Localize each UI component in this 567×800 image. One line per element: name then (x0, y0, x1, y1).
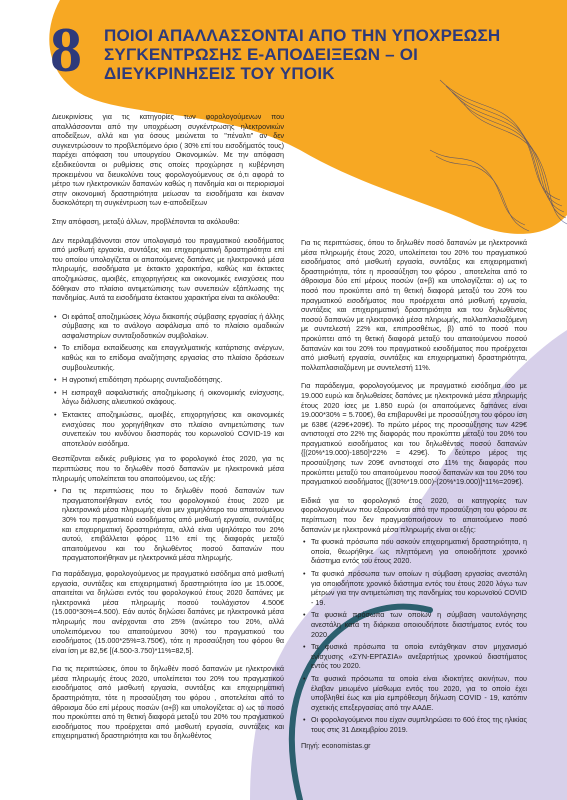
list-item: • Τα φυσικά πρόσωπα που ασκούν επιχειρηματική δραστηριότητα, η οποία, θεωρήθηκε ως πληττόμενη για οποιοδήποτε χρονικό διάστημα εντός του έτους 2020. (301, 537, 527, 566)
example-paragraph: Για παράδειγμα, φορολογούμενος με πραγματικό εισόδημα από μισθωτή εργασία, συντάξεις και επιχειρηματική δραστηριότητα ίσο με 15.000€, απαιτείται να δηλώσει εντός του φορολογικού έτους 2020 δαπάνες με ηλεκτρονικά μέσα πληρωμής ποσού τουλάχιστον 4.500€ (15.000*30%=4.500). Εάν αυτός δηλώσει δαπάνες με ηλεκτρονικά μέσα πληρωμής που ανέρχονται στο 25% (ανώτερο του 20%, αλλά υπολειπόμενου του απαιτούμενου 30%) του πραγματικού του εισοδήματος (15.000*25%=3.750€), τότε η προσαύξηση του φόρου θα είναι ίση με 82,5€ [(4.500-3.750)*11%=82,5]. (52, 568, 284, 655)
list-item: • Οι φορολογούμενοι που είχαν συμπληρώσει το 60ό έτος της ηλικίας τους στις 31 Δεκεμβρίου 2019. (301, 715, 527, 734)
paragraph: Στην απόφαση, μεταξύ άλλων, προβλέπονται τα ακόλουθα: (52, 216, 240, 226)
list-item: • Οι εφάπαξ αποζημιώσεις λόγω διακοπής σύμβασης εργασίας ή άλλης σύμβασης και το ανάλογο ασφάλισμα από το πλαίσιο ομαδικών ασφαλιστηρίων συνταξιοδοτικών συμβολαίων. (52, 312, 284, 341)
paragraph: Ειδικά για το φορολογικό έτος 2020, οι κατηγορίες των φορολογουμένων που εξαιρούνται από την προσαύξηση του φόρου σε περίπτωση που δεν πραγματοποιήσουν το απαιτούμενο ποσό δαπανών με ηλεκτρονικά μέσα πληρωμής είναι οι εξής: (301, 495, 527, 534)
list-item: • Τα φυσικά πρόσωπα τα οποία εντάχθηκαν στον μηχανισμό ενίσχυσης «ΣΥΝ-ΕΡΓΑΣΙΑ» ανεξαρτήτως χρονικού διαστήματος εντός του 2020. (301, 642, 527, 671)
list-item: • Τα φυσικά πρόσωπα των οποίων η σύμβαση ναυτολόγησης ανεστάλη κατά τη διάρκεια οποιουδήποτε διαστήματος εντός του 2020. (301, 610, 527, 639)
paragraph: Για τις περιπτώσεις, όπου το δηλωθέν ποσό δαπανών με ηλεκτρονικά μέσα πληρωμής έτους 2020, υπολείπεται του 20% του πραγματικού εισοδήματος από μισθωτή εργασία, συντάξεις και επιχειρηματική δραστηριότητα, τότε η προσαύξηση του φόρου , αποτελείται από το άθροισμα δύο επί μέρους ποσών (α+β) και υπολογίζεται: α) ως το ποσό που προκύπτει από τη θετική διαφορά μεταξύ του 20% του πραγματικού εισοδήματος που προέρχεται από μισθωτή εργασία, συντάξεις και επιχειρηματική δραστηριότητα και του δηλωθέντος ποσού δαπανών με ηλεκτρονικά μέσα πληρωμής, πολλαπλασιαζόμενη με συντελεστή 22% και, επιπροσθέτως, β) από το ποσό που προκύπτει από τη θετική διαφορά μεταξύ του απαιτούμενου ποσού δαπανών και του 20% του πραγματικού εισοδήματος που προέρχεται από μισθωτή εργασία, συντάξεις και επιχειρηματική δραστηριότητα, πολλαπλασιαζόμενη με συντελεστή 11%. (301, 238, 527, 372)
exempt-categories-list (301, 537, 527, 734)
example-paragraph: Για παράδειγμα, φορολογούμενος με πραγματικό εισόδημα ίσο με 19.000 ευρώ και δηλωθείσες δαπάνες με ηλεκτρονικά μέσα πληρωμής έτους 2020 ίσες με 1.850 ευρώ (οι απαιτούμενες δαπάνες είναι 19.000*30% = 5.700€), θα επιβαρυνθεί με προσαύξηση του φόρου ίση με 638€ (429€+209€). Το πρώτο μέρος της προσαύξησης των 429€ αντιστοιχεί στο 22% της διαφοράς που προκύπτει μεταξύ του 20% του πραγματικού εισοδήματος και του δηλωθέντος ποσού δαπανών {[(20%*19.000)-1850]*22% = 429€}. Το δεύτερο μέρος της προσαύξησης των 209€ αντιστοιχεί στο 11% της διαφοράς που προκύπτει μεταξύ του απαιτούμενου ποσού δαπανών και του 20% του πραγματικού εισοδήματος {[(30%*19.000)-(20%*19.000)]*11%=209€}. (301, 381, 527, 487)
right-column (301, 238, 527, 759)
paragraph: Δεν περιλαμβάνονται στον υπολογισμό του πραγματικού εισοδήματος από μισθωτή εργασία, συντάξεις και επιχειρηματική δραστηριότητα επί του οποίου υπολογίζεται οι απαιτούμενες δαπάνες με ηλεκτρονικά μέσα πληρωμής, εισοδήματα με έκτακτο χαρακτήρα, καθώς και έκτακτες αποζημιώσεις, αμοιβές, επιχορηγήσεις και οικονομικές ενισχύσεις που δόθηκαν στο πλαίσιο αντιμετώπισης των συνεπειών εξάπλωσης της πανδημίας. Αυτά τα εισοδήματα έκτακτου χαρακτήρα είναι τα ακόλουθα: (52, 235, 284, 303)
intro-paragraph: Διευκρινίσεις για τις κατηγορίες των φορολογούμενων που απαλλάσσονται από την υποχρέωση συγκέντρωσης ηλεκτρονικών αποδείξεων, αλλά και για όσους μειώνεται το "πέναλτι" αν δεν συγκεντρώσουν το προβλεπόμενο όριο ( 30% επί του εισοδήματός τους) παρέχει απόφαση του υπουργείου Οικονομικών. Με την απόφαση εξειδικεύονται οι ρυθμίσεις στις οποίες προχώρησε η κυβέρνηση προκειμένου να διευκολύνει τους φορολογούμενους σε ό,τι αφορά το μέτρο των ηλεκτρονικών δαπανών καθώς η πανδημία και οι περιορισμοί στην οικονομική δραστηριότητα μείωσαν τα εισοδήματα και έκαναν δυσκολότερη τη συγκέντρωση των e-αποδείξεων (52, 112, 284, 208)
header (0, 0, 567, 105)
list-item: • Τα φυσικά πρόσωπα των οποίων η σύμβαση εργασίας ανεστάλη για οποιοδήποτε χρονικό διάστημα εντός του έτους 2020 λόγω των μέτρων για την αντιμετώπιση της πανδημίας του κορωνοϊού COVID - 19. (301, 569, 527, 607)
list-item: • Τα φυσικά πρόσωπα τα οποία είναι ιδιοκτήτες ακινήτων, που έλαβαν μειωμένο μίσθωμα εντός του 2020, για το οποίο έχει υποβληθεί έως και μία εμπρόθεσμη δήλωση COVID - 19, κατόπιν σχετικής επεξεργασίας από την ΑΑΔΕ. (301, 674, 527, 712)
rules-list (52, 486, 284, 563)
page-title: ΠΟΙΟΙ ΑΠΑΛΛΑΣΣΟΝΤΑΙ ΑΠΟ ΤΗΝ ΥΠΟΧΡΕΩΣΗ ΣΥΓΚΕΝΤΡΩΣΗΣ Ε-ΑΠΟΔΕΙΞΕΩΝ – ΟΙ ΔΙΕΥΚΡΙΝΗΣΕΙΣ ΤΟΥ ΥΠΟΙΚ (104, 26, 501, 83)
list-item: • Το επίδομα εκπαίδευσης και επαγγελματικής κατάρτισης ανέργων, καθώς και το επίδομα αναζήτησης εργασίας στο πλαίσιο δράσεων συμβουλευτικής. (52, 343, 284, 372)
source-credit: Πηγή: economistas.gr (301, 740, 371, 750)
exclusion-list (52, 312, 284, 449)
article-number: 8 (50, 14, 82, 85)
left-column (52, 112, 284, 750)
list-item: • Για τις περιπτώσεις που το δηλωθέν ποσό δαπανών των πραγματοποιήθηκαν εντός του φορολογικού έτους 2020 με ηλεκτρονικά μέσα πληρωμής είναι μεν χαμηλότερο του απαιτούμενου 30% του πραγματικού εισοδήματος από μισθωτή εργασία, συντάξεις και επιχειρηματική δραστηριότητα, αλλά είναι υψηλότερο του 20% αυτού, επιβάλλεται φόρος 11% επί της διαφοράς μεταξύ απαιτούμενου και του δηλωθέντος ποσού δαπανών που πραγματοποιήθηκαν με ηλεκτρονικά μέσα πληρωμής. (52, 486, 284, 563)
list-item: • Η εισπραχθ ασφαλιστικής αποζημίωσης ή οικονομικής ενίσχυσης, λόγω διάλυσης αλιευτικού σκάφους. (52, 388, 284, 407)
list-item: • Η αγροτική επιδότηση πρόωρης συνταξιοδότησης. (52, 375, 284, 385)
list-item: • Έκτακτες αποζημιώσεις, αμοιβές, επιχορηγήσεις και οικονομικές ενισχύσεις που χορηγήθηκαν στο πλαίσιο αντιμετώπισης των συνεπειών του κινδύνου διασποράς του κορωνοϊού COVID-19 και αποτελούν εισόδημα. (52, 410, 284, 448)
paragraph: Θεσπίζονται ειδικές ρυθμίσεις για το φορολογικό έτος 2020, για τις περιπτώσεις που το δηλωθέν ποσό δαπανών με ηλεκτρονικά μέσα πληρωμής υπολείπεται του απαιτούμενου, ως εξής: (52, 454, 284, 483)
paragraph: Για τις περιπτώσεις, όπου το δηλωθέν ποσό δαπανών με ηλεκτρονικά μέσα πληρωμής έτους 2020, υπολείπεται του 20% του πραγματικού εισοδήματος από μισθωτή εργασία, συντάξεις και επιχειρηματική δραστηριότητα, τότε η προσαύξηση του φόρου , αποτελείται από το άθροισμα δύο επί μέρους ποσών (α+β) και υπολογίζεται: α) ως το ποσό που προκύπτει από τη θετική διαφορά μεταξύ του 20% του πραγματικού εισοδήματος που προέρχεται από μισθωτή εργασία, συντάξεις και επιχειρηματική δραστηριότητα και του δηλωθέντος (52, 664, 284, 741)
